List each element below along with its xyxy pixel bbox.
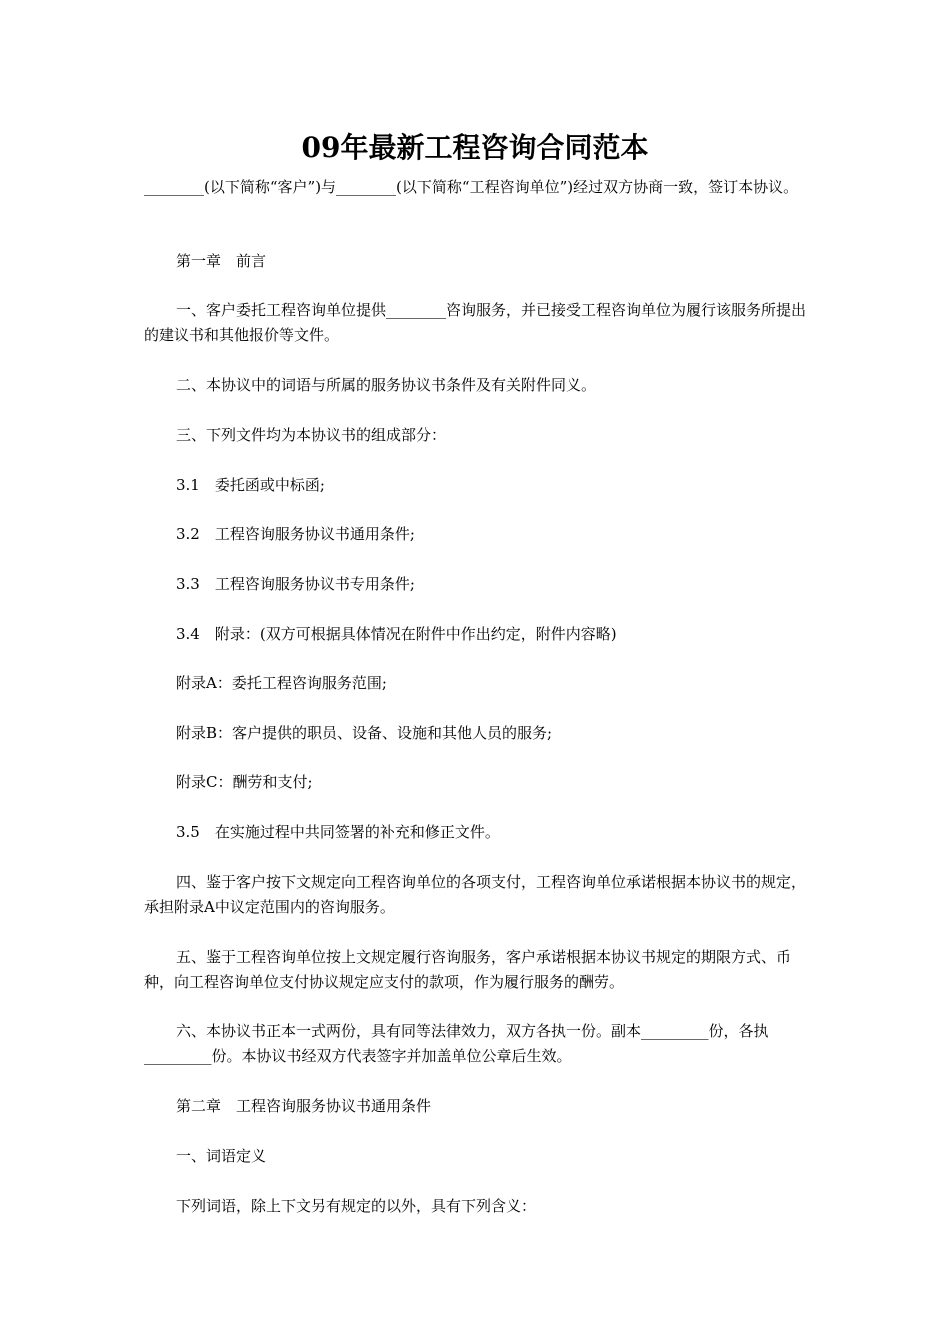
clause-paragraph: 四、鉴于客户按下文规定向工程咨询单位的各项支付，工程咨询单位承诺根据本协议书的规定，承担附录A中议定范围内的咨询服务。 xyxy=(144,873,807,916)
clause-paragraph: 二、本协议中的词语与所属的服务协议书条件及有关附件同义。 xyxy=(176,376,597,394)
clause-paragraph: 下列词语，除上下文另有规定的以外，具有下列含义： xyxy=(176,1197,537,1215)
list-item: 3.5 在实施过程中共同签署的补充和修正文件。 xyxy=(176,823,500,841)
list-item: 3.1 委托函或中标函; xyxy=(176,476,325,494)
clause-paragraph: 三、下列文件均为本协议书的组成部分： xyxy=(176,426,447,444)
list-item: 3.4 附录：(双方可根据具体情况在附件中作出约定，附件内容略) xyxy=(176,625,617,643)
clause-paragraph: 六、本协议书正本一式两份，具有同等法律效力，双方各执一份。副本_________份，各执_________份。本协议书经双方代表签字并加盖单位公章后生效。 xyxy=(144,1022,769,1065)
list-item: 3.2 工程咨询服务协议书通用条件; xyxy=(176,525,415,543)
clause-paragraph: 五、鉴于工程咨询单位按上文规定履行咨询服务，客户承诺根据本协议书规定的期限方式、币种，向工程咨询单位支付协议规定应支付的款项，作为履行服务的酬劳。 xyxy=(144,948,792,991)
list-item: 3.3 工程咨询服务协议书专用条件; xyxy=(176,575,415,593)
chapter-heading: 第一章 前言 xyxy=(176,252,267,270)
list-item: 附录A：委托工程咨询服务范围; xyxy=(176,674,387,692)
document-title: 09年最新工程咨询合同范本 xyxy=(301,131,649,164)
list-item: 附录C：酬劳和支付; xyxy=(176,773,313,791)
list-item: 附录B：客户提供的职员、设备、设施和其他人员的服务; xyxy=(176,724,553,742)
chapter-heading: 第二章 工程咨询服务协议书通用条件 xyxy=(176,1097,432,1115)
section-heading: 一、词语定义 xyxy=(176,1147,267,1165)
intro-paragraph: ________(以下简称“客户”)与________(以下简称“工程咨询单位”)经过双方协商一致，签订本协议。 xyxy=(144,178,799,196)
clause-paragraph: 一、客户委托工程咨询单位提供________咨询服务，并已接受工程咨询单位为履行该服务所提出的建议书和其他报价等文件。 xyxy=(144,301,807,344)
